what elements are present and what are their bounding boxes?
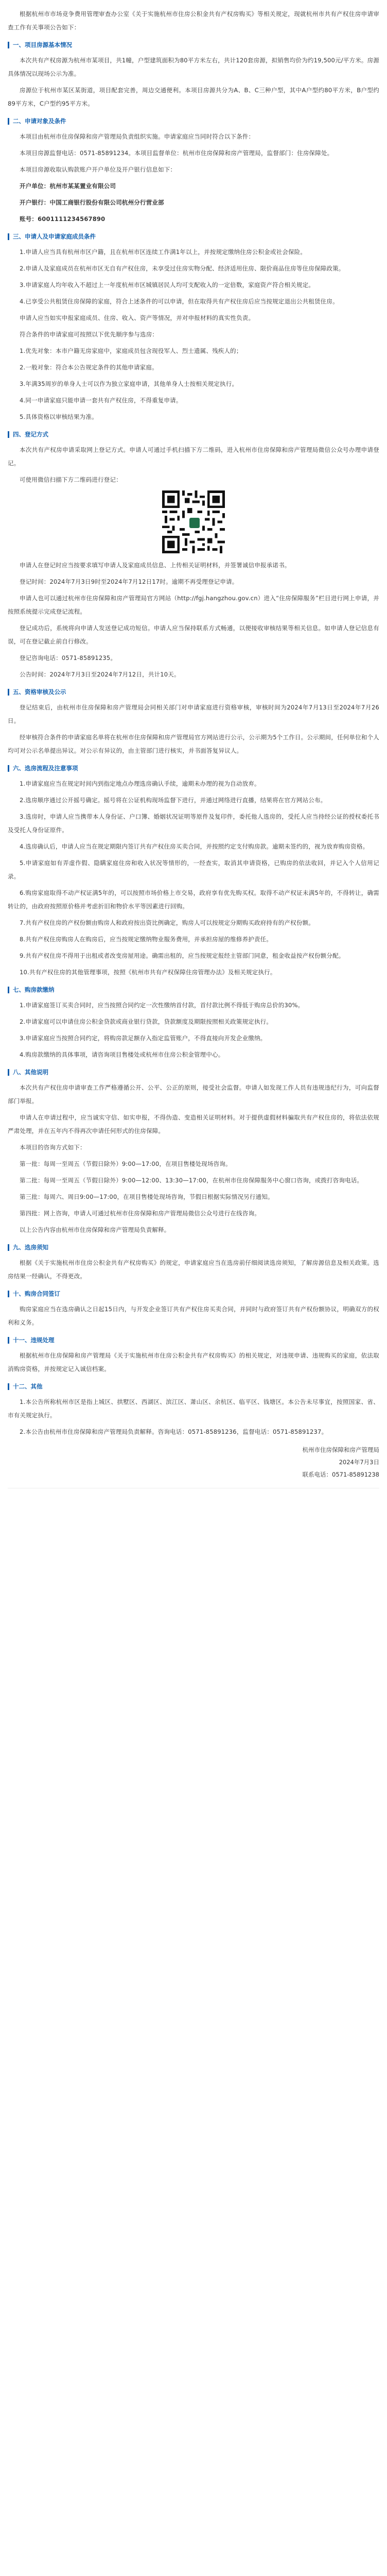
s5-p2: 登记时间：2024年7月3日9时至2024年7月12日17时。逾期不再受理登记申请。 (20, 578, 238, 585)
s13-p1: 1.本公告所称杭州市区是指上城区、拱墅区、西湖区、滨江区、萧山区、余杭区、临平区、钱塘区。本公告未尽事宜，按照国家、省、市有关规定执行。 (8, 1398, 379, 1419)
s2-p6: 账号：6001111234567890 (20, 215, 105, 223)
s6-p2: 经审核符合条件的申请家庭名单将在杭州市住房保障和房产管理局官方网站进行公示，公示期为5个工作日。公示期间，任何单位和个人均可对公示名单提出异议。对公示有异议的，由主管部门进行核实，并书面答复异议人。 (8, 734, 379, 754)
s9-p4: 第一批：每周一至周五（节假日除外）9:00—17:00，在项目售楼处现场咨询。 (20, 1160, 232, 1167)
section-title-8: 八、其他说明 (8, 1066, 379, 1078)
section-title-4: 四、登记方式 (8, 429, 379, 440)
s3-p6: 符合条件的申请家庭可按照以下优先顺序参与选房： (20, 331, 159, 338)
announcement-page (8, 0, 379, 1504)
s7-p10: 10.共有产权住房的其他管理事项，按照《杭州市共有产权保障住房管理办法》及相关规定执行。 (20, 969, 276, 976)
s2-p5: 开户银行：中国工商银行股份有限公司杭州分行营业部 (20, 199, 164, 206)
section-bar-icon (8, 689, 9, 696)
s9-p1: 本次共有产权住房申请审查工作严格遵循公开、公平、公正的原则，接受社会监督。申请人如发现工作人员有违规违纪行为，可向监督部门举报。 (8, 1084, 379, 1105)
s3-p4: 4.已享受公共租赁住房保障的家庭，符合上述条件的可以申请，但在取得共有产权住房后应当按规定退出公共租赁住房。 (20, 298, 339, 305)
s7-p4: 4.选房确认后，申请人应当在规定期限内签订共有产权住房买卖合同，并按照约定支付购房款。逾期未签约的，视为放弃购房资格。 (20, 843, 369, 850)
qr-logo-icon (187, 515, 202, 531)
section-bar-icon (8, 765, 9, 772)
section-title-1: 一、项目房源基本情况 (8, 39, 379, 50)
section-bar-icon (8, 431, 9, 438)
s5-p3: 申请人也可以通过杭州市住房保障和房产管理局官方网站（http://fgj.hangzhou.gov.cn）进入“住房保障服务”栏目进行网上申请，并按照系统提示完成登记流程。 (8, 595, 379, 615)
s1-p1: 本次共有产权房源为杭州市某项目，共1幢，户型建筑面积为80平方米左右，共计120套房源，拟销售均价为约19,500元/平方米。房源具体情况以现场公示为准。 (8, 57, 380, 77)
s8-p1: 1.申请家庭签订买卖合同时，应当按照合同约定一次性缴纳首付款，首付款比例不得低于购房总价的30%。 (20, 1002, 304, 1009)
s7-p7: 7.共有产权住房的产权份额由购房人和政府按出资比例确定，购房人可以按规定分期购买政府持有的产权份额。 (20, 919, 314, 926)
s7-p8: 8.共有产权住房购房人在购房后，应当按规定缴纳物业服务费用，并承担房屋的维修养护责任。 (20, 936, 273, 943)
s8-p4: 4.购房款缴纳的具体事项，请咨询项目售楼处或杭州市住房公积金管理中心。 (20, 1051, 224, 1058)
qr-code-icon[interactable] (162, 490, 225, 553)
section-bar-icon (8, 1337, 9, 1344)
section-title-5: 五、资格审核及公示 (8, 686, 379, 698)
s7-p5: 5.申请家庭如有弄虚作假、隐瞒家庭住房和收入状况等情形的，一经查实，取消其申请资格，已购房的依法收回，并记入个人信用记录。 (8, 859, 379, 880)
s7-p6: 6.购房家庭取得不动产权证满5年的，可以按照市场价格上市交易，政府享有优先购买权。取得不动产权证未满5年的，不得转让，确需转让的，由政府按照原价格并考虑折旧和物价水平等因素进行回购。 (8, 889, 379, 910)
section-bar-icon (8, 1383, 9, 1390)
section-title-11: 十一、违规处理 (8, 1334, 379, 1346)
s2-p3: 本项目房源收取认购款账户开户单位及开户银行信息如下： (20, 166, 177, 173)
signature-contact: 联系电话：0571-85891238 (302, 1471, 379, 1478)
section-title-12: 十二、其他 (8, 1381, 379, 1392)
s2-p2: 本项目房源监督电话：0571-85891234。本项目监督单位：杭州市住房保障和房产管理局，监督部门：住房保障处。 (20, 149, 333, 157)
s1-p2: 房源位于杭州市某区某街道，项目配套完善，周边交通便利。本项目房源共分为A、B、C三种户型，其中A户型约80平方米，B户型约89平方米，C户型约95平方米。 (8, 87, 379, 107)
s4-p2: 可使用微信扫描下方二维码进行登记： (20, 476, 122, 483)
signature-org: 杭州市住房保障和房产管理局 (302, 1446, 379, 1453)
s7-p9: 9.共有产权住房不得用于出租或者改变房屋用途。确需出租的，应当按规定报经主管部门同意，租金收益按产权份额分配。 (20, 952, 345, 959)
s9-p5: 第二批：每周一至周五（节假日除外）9:00—12:00、13:30—17:00，在杭州市住房保障服务中心窗口咨询，或拨打咨询电话。 (20, 1177, 363, 1184)
s6-p1: 登记结束后，由杭州市住房保障和房产管理局会同相关部门对申请家庭进行资格审核，审核时间为2024年7月13日至2024年7月26日。 (8, 704, 379, 724)
s4-p1: 本次共有产权房申请采取网上登记方式。申请人可通过手机扫描下方二维码，进入杭州市住房保障和房产管理局微信公众号办理申请登记。 (8, 446, 379, 467)
s3-p11: 5.具体资格以审核结果为准。 (20, 413, 98, 420)
section-bar-icon (8, 1069, 9, 1076)
s13-p2: 2.本公告由杭州市住房保障和房产管理局负责解释。咨询电话：0571-85891236，监督电话：0571-85891237。 (20, 1428, 328, 1435)
s7-p1: 1.申请家庭应当在规定时间内到指定地点办理选房确认手续，逾期未办理的视为自动放弃。 (20, 780, 260, 787)
s2-p1: 本项目由杭州市住房保障和房产管理局负责组织实施。申请家庭应当同时符合以下条件： (20, 133, 255, 140)
s9-p6: 第三批：每周六、周日9:00—17:00，在项目售楼处现场咨询，节假日根据实际情况另行通知。 (20, 1193, 274, 1200)
section-title-3: 三、申请人及申请家庭成员条件 (8, 231, 379, 242)
signature-block (8, 1444, 379, 1481)
section-bar-icon (8, 1291, 9, 1297)
s7-p3: 3.选房时，申请人应当携带本人身份证、户口簿、婚姻状况证明等原件及复印件，委托他人选房的，受托人应当持经公证的授权委托书及受托人身份证原件。 (8, 813, 379, 834)
s3-p9: 3.年满35周岁的单身人士可以作为独立家庭申请，其他单身人士按相关规定执行。 (20, 380, 238, 387)
s3-p10: 4.同一申请家庭只能申请一套共有产权住房，不得重复申请。 (20, 397, 182, 404)
s10-p1: 根据《关于实施杭州市住房公积金共有产权房购买》的规定，申请家庭应当在选房前仔细阅读选房须知，了解房源信息及相关政策。选房结果一经确认，不得更改。 (8, 1259, 379, 1280)
s5-p5: 登记咨询电话：0571-85891235。 (20, 654, 117, 662)
section-bar-icon (8, 118, 9, 125)
section-bar-icon (8, 987, 9, 993)
s9-p2: 申请人在申请过程中，应当诚实守信、如实申报，不得伪造、变造相关证明材料。对于提供虚假材料骗取共有产权住房的，将依法依规严肃处理，并在五年内不得再次申请任何形式的住房保障。 (8, 1114, 379, 1134)
s7-p2: 2.选房顺序通过公开摇号确定。摇号将在公证机构现场监督下进行，并通过网络进行直播，结果将在官方网站公布。 (20, 796, 327, 804)
section-title-6: 六、选房流程及注意事项 (8, 762, 379, 774)
s3-p2: 2.申请人及家庭成员在杭州市区无自有产权住房，未享受过住房实物分配、经济适用住房、限价商品住房等住房保障政策。 (20, 265, 345, 272)
section-title-7: 七、购房款缴纳 (8, 984, 379, 995)
s3-p8: 2.一般对象：符合本公告规定条件的其他申请家庭。 (20, 364, 158, 371)
s5-p4: 登记成功后，系统将向申请人发送登记成功短信。申请人应当保持联系方式畅通，以便接收审核结果等相关信息。如申请人登记信息有误，可在登记截止前自行修改。 (8, 624, 379, 645)
section-title-2: 二、申请对象及条件 (8, 115, 379, 127)
section-title-9: 九、选房须知 (8, 1242, 379, 1253)
intro-paragraph: 根据杭州市市场竞争费用管理审查办公室《关于实施杭州市住房公积金共有产权房购买》等相关规定，现就杭州市共有产权住房申请审查工作有关事项公告如下： (8, 10, 379, 31)
s9-p7: 第四批：网上咨询，申请人可通过杭州市住房保障和房产管理局微信公众号进行在线咨询。 (20, 1210, 260, 1217)
qr-code-container (8, 490, 379, 553)
s5-p1: 申请人在登记时应当按要求填写申请人及家庭成员信息、上传相关证明材料，并签署诚信申报承诺书。 (20, 562, 291, 569)
section-title-10: 十、购房合同签订 (8, 1288, 379, 1299)
section-bar-icon (8, 233, 9, 240)
s11-p1: 购房家庭应当在选房确认之日起15日内，与开发企业签订共有产权住房买卖合同，并同时与政府签订共有产权份额协议，明确双方的权利和义务。 (8, 1306, 379, 1326)
s3-p7: 1.优先对象：本市户籍无房家庭中，家庭成员包含现役军人、烈士遗属、残疾人的； (20, 347, 242, 354)
s8-p3: 3.申请家庭应当按照合同约定，将购房款足额存入指定监管账户，不得直接向开发企业缴纳。 (20, 1035, 267, 1042)
s12-p1: 根据杭州市住房保障和房产管理局《关于实施杭州市住房公积金共有产权房购买》的相关规定，对违规申请、违规购买的家庭，依法取消购房资格，并按规定记入诚信档案。 (8, 1352, 379, 1372)
section-bar-icon (8, 1244, 9, 1251)
s3-p1: 1.申请人应当具有杭州市区户籍，且在杭州市区连续工作满1年以上，并按规定缴纳住房公积金或社会保险。 (20, 248, 307, 256)
signature-date: 2024年7月3日 (339, 1459, 379, 1466)
s9-p3: 本项目的咨询方式如下： (20, 1144, 86, 1151)
s5-p6: 公告时间：2024年7月3日至2024年7月12日，共计10天。 (20, 671, 180, 678)
s2-p4: 开户单位：杭州市某某置业有限公司 (20, 182, 116, 190)
section-bar-icon (8, 42, 9, 48)
page-footer (8, 1488, 379, 1499)
s9-p8: 以上公告内容由杭州市住房保障和房产管理局负责解释。 (20, 1226, 170, 1233)
s3-p3: 3.申请家庭人均年收入不超过上一年度杭州市区城镇居民人均可支配收入的一定倍数，家庭资产符合相关规定。 (20, 281, 314, 289)
s8-p2: 2.申请家庭可以申请住房公积金贷款或商业银行贷款，贷款额度及期限按照相关政策规定执行。 (20, 1018, 273, 1025)
s3-p5: 申请人应当如实申报家庭成员、住房、收入、资产等情况，并对申报材料的真实性负责。 (20, 314, 255, 321)
